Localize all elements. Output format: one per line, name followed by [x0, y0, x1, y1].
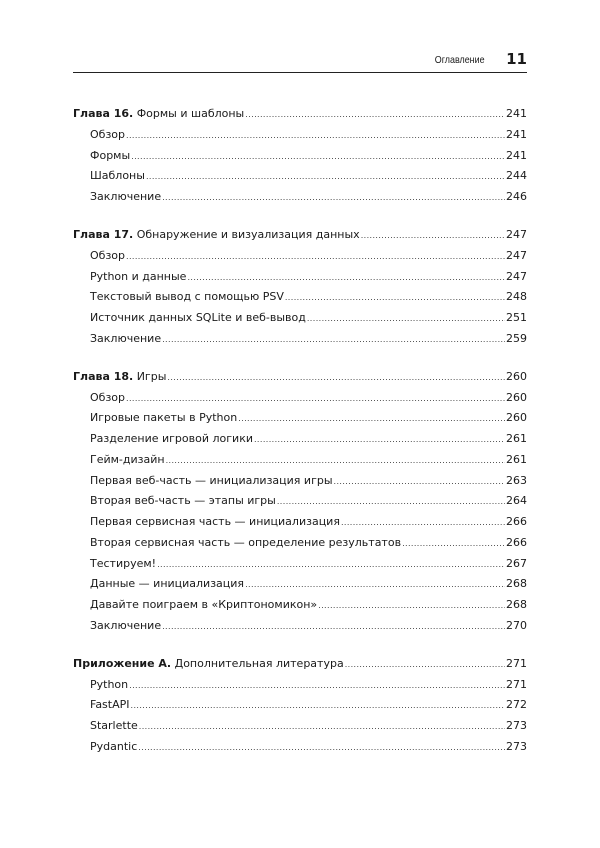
dot-leader — [162, 188, 505, 208]
chapter-prefix: Глава 16. — [73, 107, 134, 120]
section-title: Заключение — [90, 618, 162, 632]
section-title: Первая веб-часть — инициализация игры — [90, 473, 333, 487]
dot-leader — [187, 268, 505, 288]
dot-leader — [245, 105, 505, 125]
toc-section-entry[interactable] — [73, 125, 527, 146]
toc-section-entry[interactable] — [73, 429, 527, 450]
section-page: 260 — [506, 390, 527, 404]
section-title: Обзор — [90, 248, 126, 262]
section-title: Тестируем! — [90, 556, 157, 570]
dot-leader — [361, 226, 505, 246]
dot-leader — [277, 492, 505, 512]
section-title: FastAPI — [90, 698, 130, 712]
dot-leader — [167, 368, 505, 388]
section-page: 247 — [506, 248, 527, 262]
dot-leader — [345, 655, 505, 675]
section-title: Python и данные — [90, 269, 187, 283]
toc-section-entry[interactable] — [73, 574, 527, 595]
dot-leader — [238, 409, 505, 429]
toc-section-entry[interactable] — [73, 287, 527, 308]
dot-leader — [245, 575, 505, 595]
section-title: Заключение — [90, 331, 162, 345]
toc-section-entry[interactable] — [73, 388, 527, 409]
dot-leader — [162, 330, 505, 350]
chapter-title: Формы и шаблоны — [136, 107, 245, 120]
dot-leader — [334, 472, 505, 492]
toc-section-entry[interactable] — [73, 616, 527, 637]
section-title: Python — [90, 677, 129, 691]
toc-section-entry[interactable] — [73, 695, 527, 716]
section-page: 247 — [506, 269, 527, 283]
toc-section-entry[interactable] — [73, 408, 527, 429]
section-page: 270 — [506, 618, 527, 632]
section-title: Формы — [90, 148, 131, 162]
dot-leader — [126, 126, 505, 146]
section-title: Текстовый вывод с помощью PSV — [90, 290, 284, 304]
section-page: 266 — [506, 535, 527, 549]
chapter-prefix: Глава 17. — [73, 228, 134, 242]
section-title: Давайте поиграем в «Криптономикон» — [90, 598, 318, 612]
section-page: 273 — [506, 719, 527, 733]
toc-section-entry[interactable] — [73, 187, 527, 208]
section-page: 266 — [506, 515, 527, 529]
dot-leader — [131, 147, 505, 167]
dot-leader — [131, 696, 505, 716]
dot-leader — [341, 513, 505, 533]
section-page: 241 — [506, 127, 527, 141]
toc-section-entry[interactable] — [73, 308, 527, 329]
toc-section-entry[interactable] — [73, 267, 527, 288]
page-number: 11 — [506, 50, 527, 68]
section-page: 244 — [506, 169, 527, 183]
section-title: Заключение — [90, 190, 162, 203]
section-page: 241 — [506, 148, 527, 162]
toc-section-entry[interactable] — [73, 675, 527, 696]
toc-section-entry[interactable] — [73, 533, 527, 554]
toc-chapter-entry[interactable] — [73, 654, 527, 675]
toc-section-entry[interactable] — [73, 166, 527, 187]
chapter-title: Дополнительная литература — [174, 656, 344, 670]
chapter-prefix: Глава 18. — [73, 369, 134, 383]
section-page: 271 — [506, 677, 527, 691]
section-page: 263 — [506, 473, 527, 487]
toc-chapter-entry[interactable] — [73, 225, 527, 246]
toc-section-entry[interactable] — [73, 450, 527, 471]
toc-chapter-group — [73, 367, 527, 637]
section-title: Обзор — [90, 390, 126, 404]
dot-leader — [307, 309, 505, 329]
chapter-title: Обнаружение и визуализация данных — [136, 228, 360, 242]
chapter-page: 260 — [506, 369, 527, 383]
dot-leader — [285, 288, 505, 308]
dot-leader — [162, 617, 505, 637]
toc-chapter-entry[interactable] — [73, 367, 527, 388]
dot-leader — [318, 596, 505, 616]
table-of-contents — [73, 104, 527, 775]
dot-leader — [402, 534, 505, 554]
dot-leader — [166, 451, 505, 471]
section-title: Обзор — [90, 127, 126, 141]
section-title: Источник данных SQLite и веб-вывод — [90, 311, 306, 325]
section-page: 246 — [506, 190, 527, 203]
section-title: Шаблоны — [90, 169, 145, 183]
section-page: 261 — [506, 452, 527, 466]
section-page: 268 — [506, 598, 527, 612]
toc-section-entry[interactable] — [73, 512, 527, 533]
toc-chapter-group — [73, 654, 527, 758]
section-title: Pydantic — [90, 739, 138, 753]
toc-chapter-group — [73, 225, 527, 350]
header-section-title: Оглавление — [435, 54, 485, 66]
toc-section-entry[interactable] — [73, 471, 527, 492]
section-page: 248 — [506, 290, 527, 304]
toc-section-entry[interactable] — [73, 491, 527, 512]
dot-leader — [254, 430, 505, 450]
dot-leader — [146, 167, 505, 187]
chapter-title: Игры — [136, 369, 167, 383]
section-title: Первая сервисная часть — инициализация — [90, 515, 340, 529]
section-page: 273 — [506, 739, 527, 753]
dot-leader — [138, 738, 505, 758]
toc-section-entry[interactable] — [73, 716, 527, 737]
section-page: 272 — [506, 698, 527, 712]
chapter-page: 241 — [506, 107, 527, 120]
section-page: 267 — [506, 556, 527, 570]
section-title: Игровые пакеты в Python — [90, 411, 238, 425]
section-page: 260 — [506, 411, 527, 425]
chapter-page: 247 — [506, 228, 527, 242]
section-page: 259 — [506, 331, 527, 345]
toc-section-entry[interactable] — [73, 246, 527, 267]
running-header — [73, 50, 527, 73]
section-title: Вторая веб-часть — этапы игры — [90, 494, 276, 508]
dot-leader — [126, 247, 505, 267]
dot-leader — [157, 555, 505, 575]
dot-leader — [139, 717, 505, 737]
section-title: Вторая сервисная часть — определение результатов — [90, 535, 402, 549]
section-title: Starlette — [90, 719, 138, 733]
chapter-prefix: Приложение А. — [73, 656, 172, 670]
toc-section-entry[interactable] — [73, 329, 527, 350]
section-page: 268 — [506, 577, 527, 591]
toc-section-entry[interactable] — [73, 595, 527, 616]
section-title: Гейм-дизайн — [90, 452, 165, 466]
chapter-page: 271 — [506, 656, 527, 670]
dot-leader — [126, 389, 505, 409]
section-page: 261 — [506, 432, 527, 446]
toc-section-entry[interactable] — [73, 554, 527, 575]
section-title: Данные — инициализация — [90, 577, 245, 591]
section-page: 264 — [506, 494, 527, 508]
toc-section-entry[interactable] — [73, 737, 527, 758]
section-page: 251 — [506, 311, 527, 325]
dot-leader — [129, 676, 505, 696]
section-title: Разделение игровой логики — [90, 432, 253, 446]
toc-chapter-entry[interactable] — [73, 104, 527, 125]
toc-chapter-group — [73, 104, 527, 208]
toc-section-entry[interactable] — [73, 146, 527, 167]
